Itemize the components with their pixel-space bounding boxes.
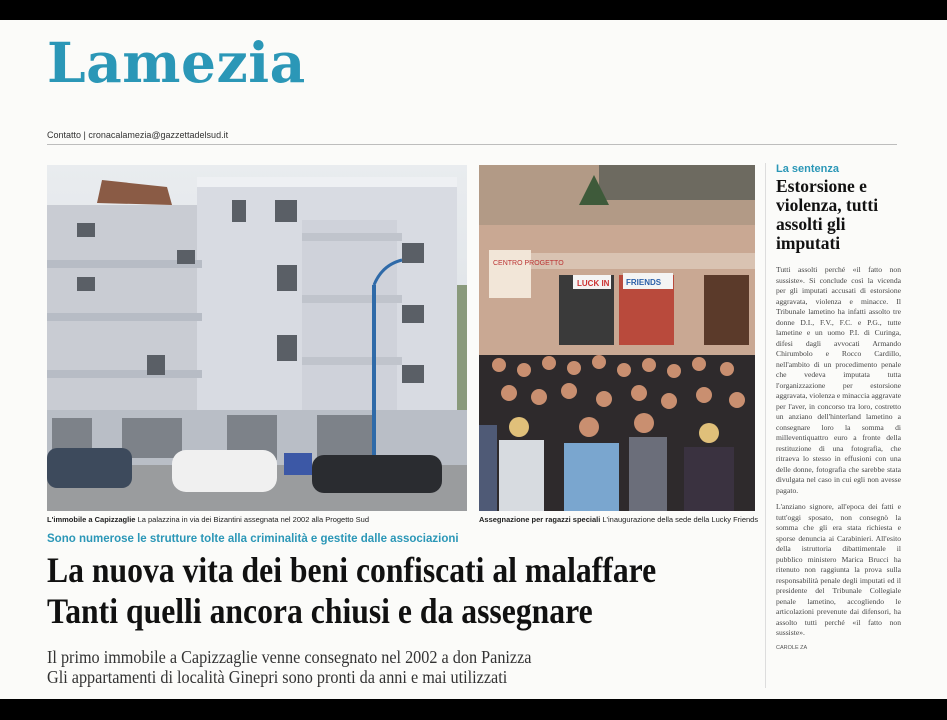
newspaper-page [0, 20, 947, 699]
article-subhead [47, 647, 532, 687]
crowd-illustration [479, 165, 755, 511]
bottom-black-bar [0, 699, 947, 720]
sidebar-title: Estorsione e violenza, tutti assolti gli imputati [776, 176, 879, 253]
luck-in-sign-text: LUCK IN [577, 279, 610, 288]
crowd-caption-text: L'inaugurazione della sede della Lucky Friends [602, 515, 759, 524]
crowd-photo [479, 165, 755, 511]
sidebar-paragraph: Tutti assolti perché «il fatto non sussiste». Si conclude così la vicenda per gli imputati accusati di estorsione aggravata, violenza e minacce. Il Tribunale lametino ha infatti assolto tre donne D.I., F.V., F.C. e P.G., tutte lametine e un uomo P.I. di Curinga, difesi dagli avvocati Armando Chirumbolo e Rocco Cardillo, nell'ambito di un procedimento penale che vedeva imputata tutta l'organizzazione per estorsione aggravata, violenza e minaccia aggravate per l'aver, in concorso tra loro, costretto un anziano dell'hinterland lametino a consegnare loro la somma di milleventiquattro euro a fronte della restituzione di una fotografia, che ritraeva lo stesso in effusioni con una delle donne, fotografia che sarebbe stata divulgata nel caso in cui egli non avesse pagato. [776, 265, 902, 495]
building-caption-bold: L'immobile a Capizzaglie [47, 515, 136, 524]
article-kicker: Sono numerose le strutture tolte alla criminalità e gestite dalle associazioni [47, 533, 459, 545]
sidebar-paragraph: L'anziano signore, all'epoca dei fatti e tutt'oggi sposato, non consegnò la somma che gli era stata richiesta e sporse denuncia ai Carabinieri. All'esito della istruttoria dibattimentale il pubblico ministero Marica Brucci ha ritenuto non raggiunta la prova sulla responsabilità penale degli imputati ed il presidente del Tribunale Collegiale penale lametino, accogliendo le articolazioni prevenute dai difensori, ha assolto tutti perché «il fatto non sussiste». [776, 502, 901, 637]
header-divider [47, 144, 897, 145]
article-headline [47, 550, 656, 632]
building-photo-caption [47, 515, 369, 524]
subhead-line-1: Il primo immobile a Capizzaglie venne consegnato nel 2002 a don Panizza [47, 647, 532, 667]
crowd-caption-bold: Assegnazione per ragazzi speciali [479, 515, 601, 524]
crowd-photo-caption [479, 515, 758, 524]
subhead-line-2: Gli appartamenti di località Ginepri sono pronti da anni e mai utilizzati [47, 667, 508, 687]
sidebar-signature: CAROLE ZA [776, 644, 808, 651]
building-photo [47, 165, 467, 511]
sidebar-article [765, 163, 901, 688]
friends-sign-text: FRIENDS [626, 278, 662, 287]
section-masthead: Lamezia [47, 30, 306, 95]
centro-sign-text: CENTRO PROGETTO [493, 260, 564, 267]
headline-line-2: Tanti quelli ancora chiusi e da assegnare [47, 591, 593, 631]
sidebar-kicker: La sentenza [776, 163, 839, 175]
building-illustration [47, 165, 467, 511]
building-caption-text: La palazzina in via dei Bizantini assegnata nel 2002 alla Progetto Sud [137, 515, 369, 524]
contact-line: Contatto | cronacalamezia@gazzettadelsud.it [47, 130, 229, 140]
headline-line-1: La nuova vita dei beni confiscati al malaffare [47, 550, 657, 590]
